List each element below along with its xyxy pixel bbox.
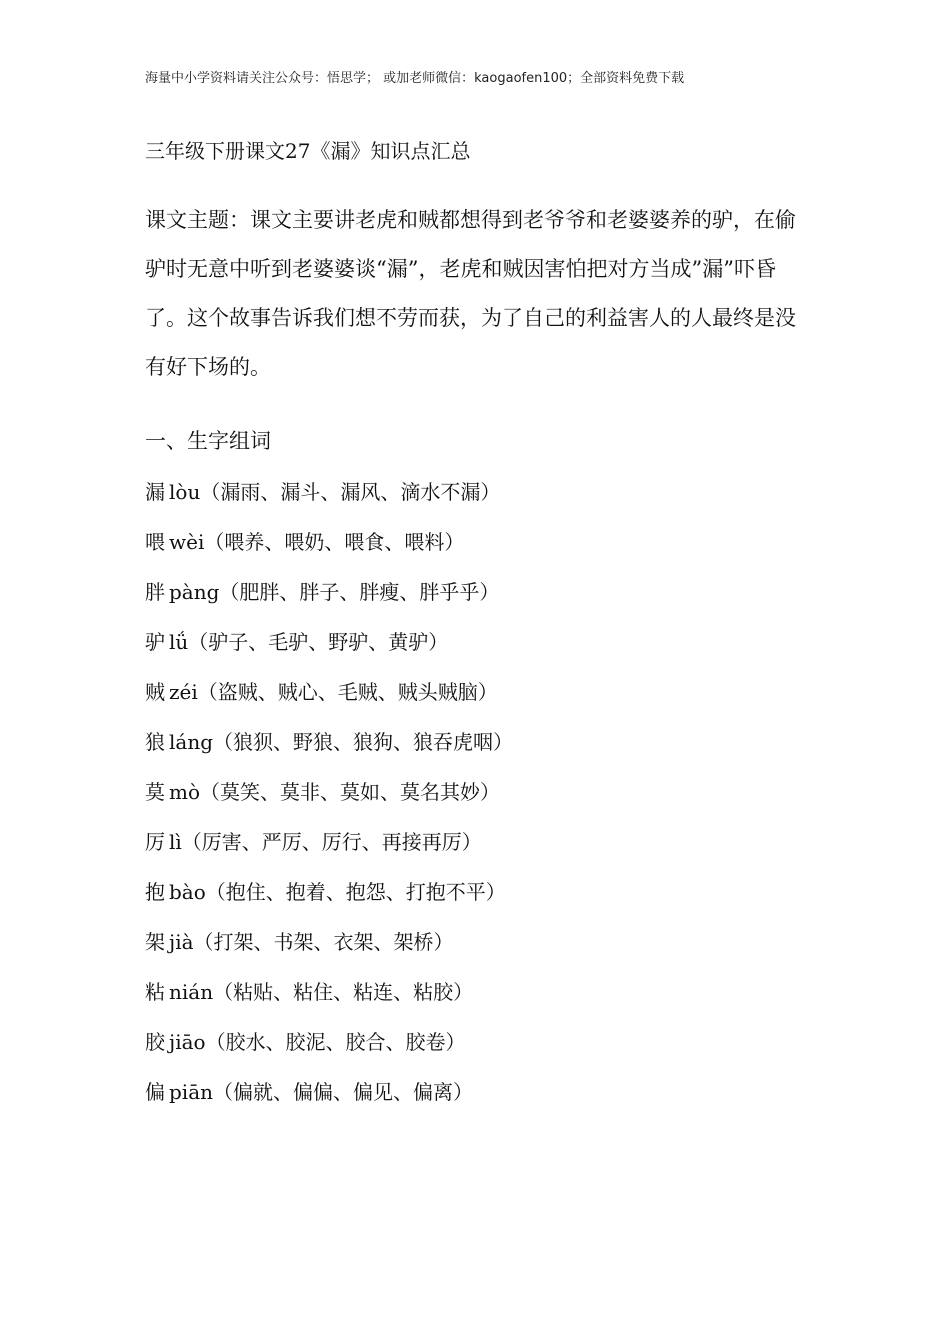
vocab-words: （肥胖、胖子、胖瘦、胖乎乎） xyxy=(219,580,500,604)
vocab-char: 架 xyxy=(145,930,165,954)
vocabulary-item xyxy=(145,1027,513,1077)
vocab-words: （狼狈、野狼、狼狗、狼吞虎咽） xyxy=(213,730,514,754)
section-heading-vocabulary: 一、生字组词 xyxy=(145,429,271,453)
vocab-words: （抱住、抱着、抱怨、打抱不平） xyxy=(205,880,506,904)
vocab-pinyin: mò xyxy=(169,780,201,804)
lesson-theme xyxy=(145,196,810,392)
vocab-pinyin: wèi xyxy=(169,530,205,554)
vocabulary-list xyxy=(145,477,513,1127)
vocabulary-item xyxy=(145,827,513,877)
vocab-char: 喂 xyxy=(145,530,165,554)
vocab-char: 莫 xyxy=(145,780,165,804)
vocab-words: （粘贴、粘住、粘连、粘胶） xyxy=(213,980,474,1004)
vocab-words: （漏雨、漏斗、漏风、滴水不漏） xyxy=(200,480,501,504)
vocab-pinyin: bào xyxy=(169,880,206,904)
vocabulary-item xyxy=(145,1077,513,1127)
vocabulary-item xyxy=(145,577,513,627)
vocabulary-item xyxy=(145,927,513,977)
document-title: 三年级下册课文27《漏》知识点汇总 xyxy=(145,139,471,163)
vocab-pinyin: jià xyxy=(169,930,194,954)
vocab-pinyin: pàng xyxy=(169,580,220,604)
vocab-pinyin: zéi xyxy=(169,680,198,704)
vocab-words: （驴子、毛驴、野驴、黄驴） xyxy=(188,630,449,654)
vocab-pinyin: lòu xyxy=(169,480,201,504)
vocab-char: 粘 xyxy=(145,980,165,1004)
header-note: 海量中小学资料请关注公众号：悟思学； 或加老师微信：kaogaofen100；全部资料免费下载 xyxy=(145,71,685,86)
vocab-pinyin: lǘ xyxy=(169,630,189,654)
vocab-words: （莫笑、莫非、莫如、莫名其妙） xyxy=(200,780,501,804)
vocab-pinyin: lì xyxy=(169,830,182,854)
vocab-char: 贼 xyxy=(145,680,165,704)
vocabulary-item xyxy=(145,627,513,677)
vocab-words: （打架、书架、衣架、架桥） xyxy=(193,930,454,954)
vocab-char: 偏 xyxy=(145,1080,165,1104)
vocab-char: 漏 xyxy=(145,480,165,504)
vocab-words: （胶水、胶泥、胶合、胶卷） xyxy=(205,1030,466,1054)
vocab-words: （偏就、偏偏、偏见、偏离） xyxy=(213,1080,474,1104)
vocab-pinyin: piān xyxy=(169,1080,214,1104)
vocab-char: 胶 xyxy=(145,1030,165,1054)
vocabulary-item xyxy=(145,477,513,527)
vocabulary-item xyxy=(145,677,513,727)
vocabulary-item xyxy=(145,527,513,577)
vocab-char: 驴 xyxy=(145,630,165,654)
vocab-char: 胖 xyxy=(145,580,165,604)
vocab-pinyin: nián xyxy=(169,980,214,1004)
lesson-theme-text: 课文主题：课文主要讲老虎和贼都想得到老爷爷和老婆婆养的驴，在偷驴时无意中听到老婆婆谈“漏”，老虎和贼因害怕把对方当成”漏”吓昏了。这个故事告诉我们想不劳而获，为了自己的利益害人的人最终是没有好下场的。 xyxy=(145,208,796,379)
vocab-pinyin: láng xyxy=(169,730,214,754)
vocab-char: 狼 xyxy=(145,730,165,754)
vocabulary-item xyxy=(145,727,513,777)
vocabulary-item xyxy=(145,877,513,927)
vocab-words: （厉害、严厉、厉行、再接再厉） xyxy=(181,830,482,854)
vocab-char: 抱 xyxy=(145,880,165,904)
vocab-words: （喂养、喂奶、喂食、喂料） xyxy=(204,530,465,554)
vocabulary-item xyxy=(145,977,513,1027)
vocab-words: （盗贼、贼心、毛贼、贼头贼脑） xyxy=(197,680,498,704)
vocab-pinyin: jiāo xyxy=(169,1030,206,1054)
vocabulary-item xyxy=(145,777,513,827)
vocab-char: 厉 xyxy=(145,830,165,854)
